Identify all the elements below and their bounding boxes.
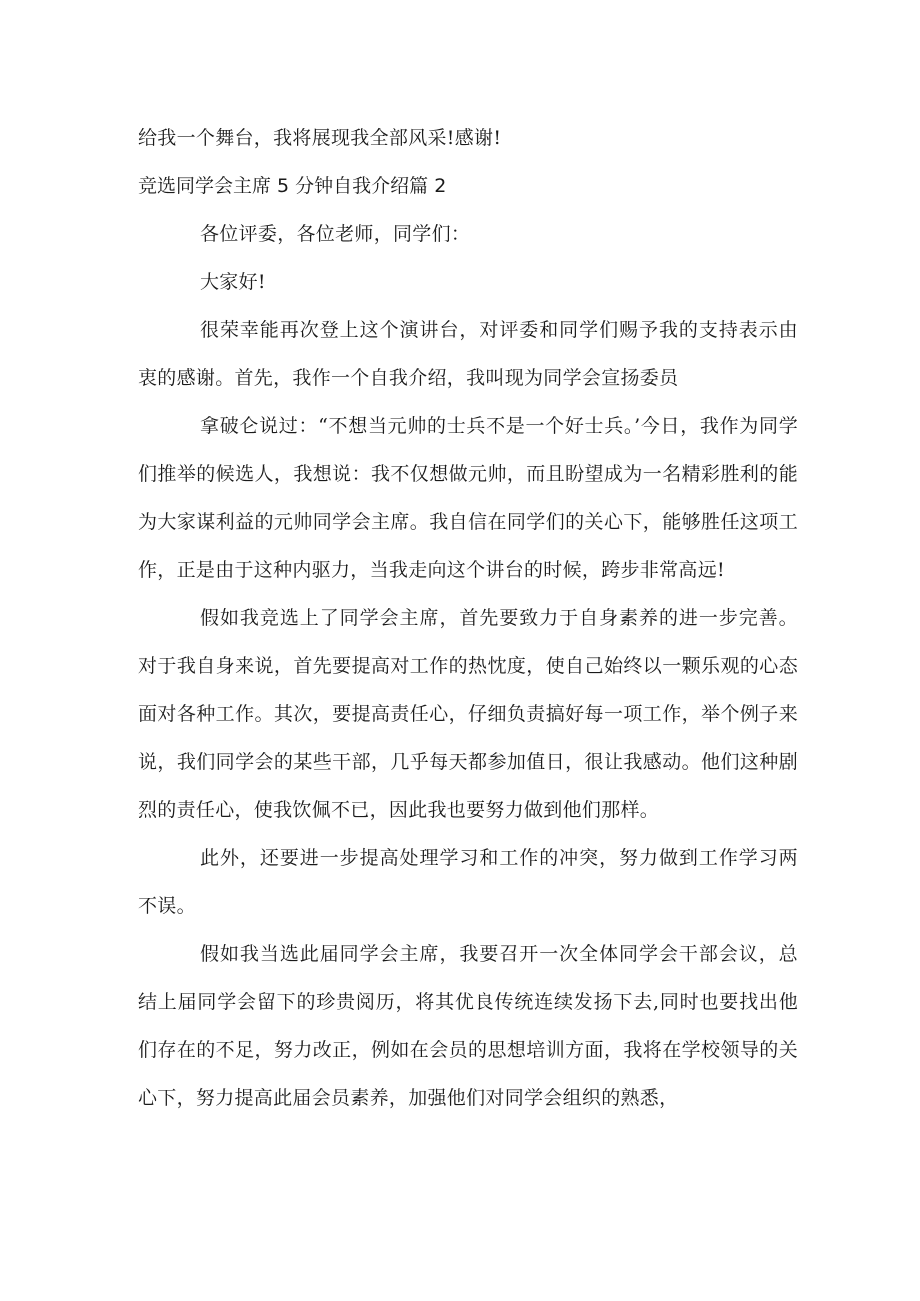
- body-paragraph: 此外，还要进一步提高处理学习和工作的冲突，努力做到工作学习两不误。: [138, 847, 798, 917]
- body-paragraph: 拿破仑说过：“不想当元帅的士兵不是一个好士兵。’今日，我作为同学们推举的候选人，我想说：我不仅想做元帅，而且盼望成为一名精彩胜利的能为大家谋利益的元帅同学会主席。我自信在同学们的关心下，能够胜任这项工作，正是由于这种内驱力，当我走向这个讲台的时候，跨步非常高远!: [138, 415, 798, 581]
- body-paragraph: 假如我当选此届同学会主席，我要召开一次全体同学会干部会议，总结上届同学会留下的珍贵阅历，将其优良传统连续发扬下去,同时也要找出他们存在的不足，努力改正，例如在会员的思想培训方面，我将在学校领导的关心下，努力提高此届会员素养，加强他们对同学会组织的熟悉，: [138, 943, 798, 1109]
- hello-paragraph: 大家好!: [200, 271, 266, 293]
- body-paragraph: 假如我竞选上了同学会主席，首先要致力于自身素养的进一步完善。对于我自身来说，首先要提高对工作的热忱度，使自己始终以一颗乐观的心态面对各种工作。其次，要提高责任心，仔细负责搞好每一项工作，举个例子来说，我们同学会的某些干部，几乎每天都参加值日，很让我感动。他们这种剧烈的责任心，使我饮佩不已，因此我也要努力做到他们那样。: [138, 607, 798, 821]
- section-title: 竞选同学会主席 5 分钟自我介绍篇 2: [138, 175, 447, 197]
- greeting-paragraph: 各位评委，各位老师，同学们：: [200, 223, 471, 245]
- document-body: [138, 114, 798, 1122]
- lead-line: 给我一个舞台，我将展现我全部风采!感谢!: [138, 127, 502, 149]
- body-paragraph: 很荣幸能再次登上这个演讲台，对评委和同学们赐予我的支持表示由衷的感谢。首先，我作一个自我介绍，我叫现为同学会宣扬委员: [138, 319, 798, 389]
